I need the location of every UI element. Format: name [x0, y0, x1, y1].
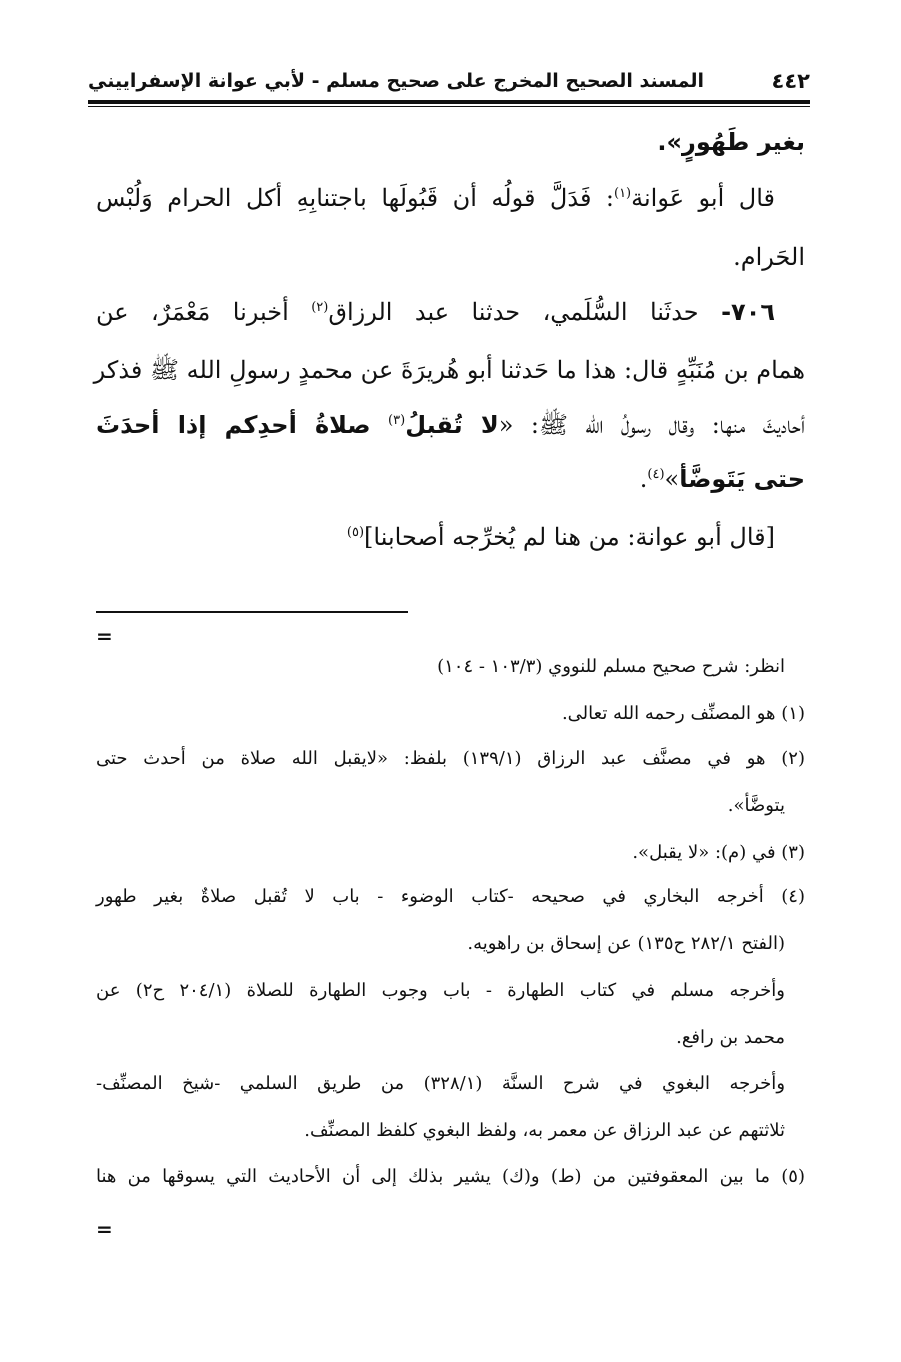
- body-line-6-text: [96, 410, 805, 445]
- continuation-marker: =: [96, 1217, 113, 1241]
- page-number: ٤٤٢: [771, 69, 810, 93]
- footnote-1: (١) هو المصنِّف رحمه الله تعالى.: [561, 703, 805, 724]
- body-line-2: [96, 184, 775, 212]
- body-line-5: [93, 355, 805, 390]
- footnote-2-cont: يتوضَّأ».: [727, 795, 785, 816]
- body-text: همام بن مُنَبِّهٍ قال: هذا ما حَدثنا أبو هُريرَةَ عن محمدٍ رسولِ الله ﷺ فذكر: [93, 356, 805, 384]
- footnote-ref: (٤): [647, 467, 665, 482]
- footnote-ref: (٢): [311, 300, 329, 315]
- hadith-number: ٧٠٦-: [721, 298, 775, 326]
- body-text: .: [639, 465, 648, 493]
- footnote-4: (٤) أخرجه البخاري في صحيحه -كتاب الوضوء - باب لا تُقبل صلاةٌ بغير طهور: [96, 886, 805, 907]
- body-line-4-text: [96, 298, 775, 326]
- body-text: »: [664, 465, 680, 493]
- body-line-4: [96, 298, 775, 326]
- body-line-1: [96, 128, 805, 156]
- footnote-4-cont: وأخرجه مسلم في كتاب الطهارة - باب وجوب الطهارة للصلاة (٢٠٤/١ ح٢) عن: [96, 980, 785, 1001]
- header-rule: [88, 100, 810, 104]
- footnote-ref: (٥): [346, 525, 365, 540]
- body-line-6: [96, 410, 805, 445]
- footnote-ref: (٣): [388, 413, 406, 428]
- hadith-text: صلاةُ أحدِكم إذا أحدَثَ: [96, 411, 371, 439]
- running-title: المسند الصحيح المخرج على صحيح مسلم - لأبي عوانة الإسفراييني: [88, 70, 704, 92]
- body-text: [قال أبو عوانة: من هنا لم يُخرِّجه أصحابنا]: [364, 523, 775, 551]
- body-text: قال أبو عَوانة: [631, 184, 775, 212]
- body-text: حدثَنا السُّلَمي، حدثنا عبد الرزاق: [328, 298, 699, 326]
- footnote-4-cont: وأخرجه البغوي في شرح السنَّة (٣٢٨/١) من طريق السلمي -شيخ المصنِّف-: [96, 1073, 786, 1094]
- footnote-3: (٣) في (م): «لا يقبل».: [632, 842, 805, 863]
- hadith-text: حتى يَتَوضَّأ: [679, 465, 805, 493]
- footnote-continued: انظر: شرح صحيح مسلم للنووي (١٠٣/٣ - ١٠٤): [437, 656, 785, 677]
- body-text: بغير طَهُورٍ».: [657, 128, 805, 156]
- footnote-4-cont: ثلاثتهم عن عبد الرزاق عن معمر به، ولفظ البغوي كلفظ المصنِّف.: [304, 1120, 785, 1141]
- header-rule-thin: [88, 106, 810, 107]
- body-text: : فَدَلَّ قولُه أن قَبُولَها باجتنابِهِ أكل الحرام وَلُبْس: [96, 184, 614, 212]
- footnote-2: (٢) هو في مصنَّف عبد الرزاق (١٣٩/١) بلفظ: «لايقبل الله صلاة من أحدث حتى: [96, 748, 805, 769]
- continuation-marker: =: [96, 624, 113, 648]
- footnote-ref: (١): [613, 186, 632, 201]
- body-text: أحاديثَ منها: وقال رسولُ الله ﷺ: «: [498, 411, 805, 439]
- body-line-2-text: [96, 184, 775, 212]
- body-text: الحَرام.: [733, 243, 805, 271]
- page-header: [88, 62, 810, 100]
- footnote-separator: [96, 611, 408, 613]
- body-line-3: [96, 243, 805, 271]
- footnote-4-cont: (الفتح ٢٨٢/١ ح١٣٥) عن إسحاق بن راهويه.: [467, 933, 785, 954]
- footnote-5: (٥) ما بين المعقوفتين من (ط) و(ك) يشير بذلك إلى أن الأحاديث التي يسوقها من هنا: [96, 1166, 805, 1187]
- body-line-8: [96, 523, 775, 551]
- body-line-7: [96, 465, 805, 493]
- hadith-text: لا تُقبلُ: [405, 411, 499, 439]
- body-text: أخبرنا مَعْمَرٌ، عن: [96, 298, 289, 326]
- footnote-4-cont: محمد بن رافع.: [676, 1027, 785, 1048]
